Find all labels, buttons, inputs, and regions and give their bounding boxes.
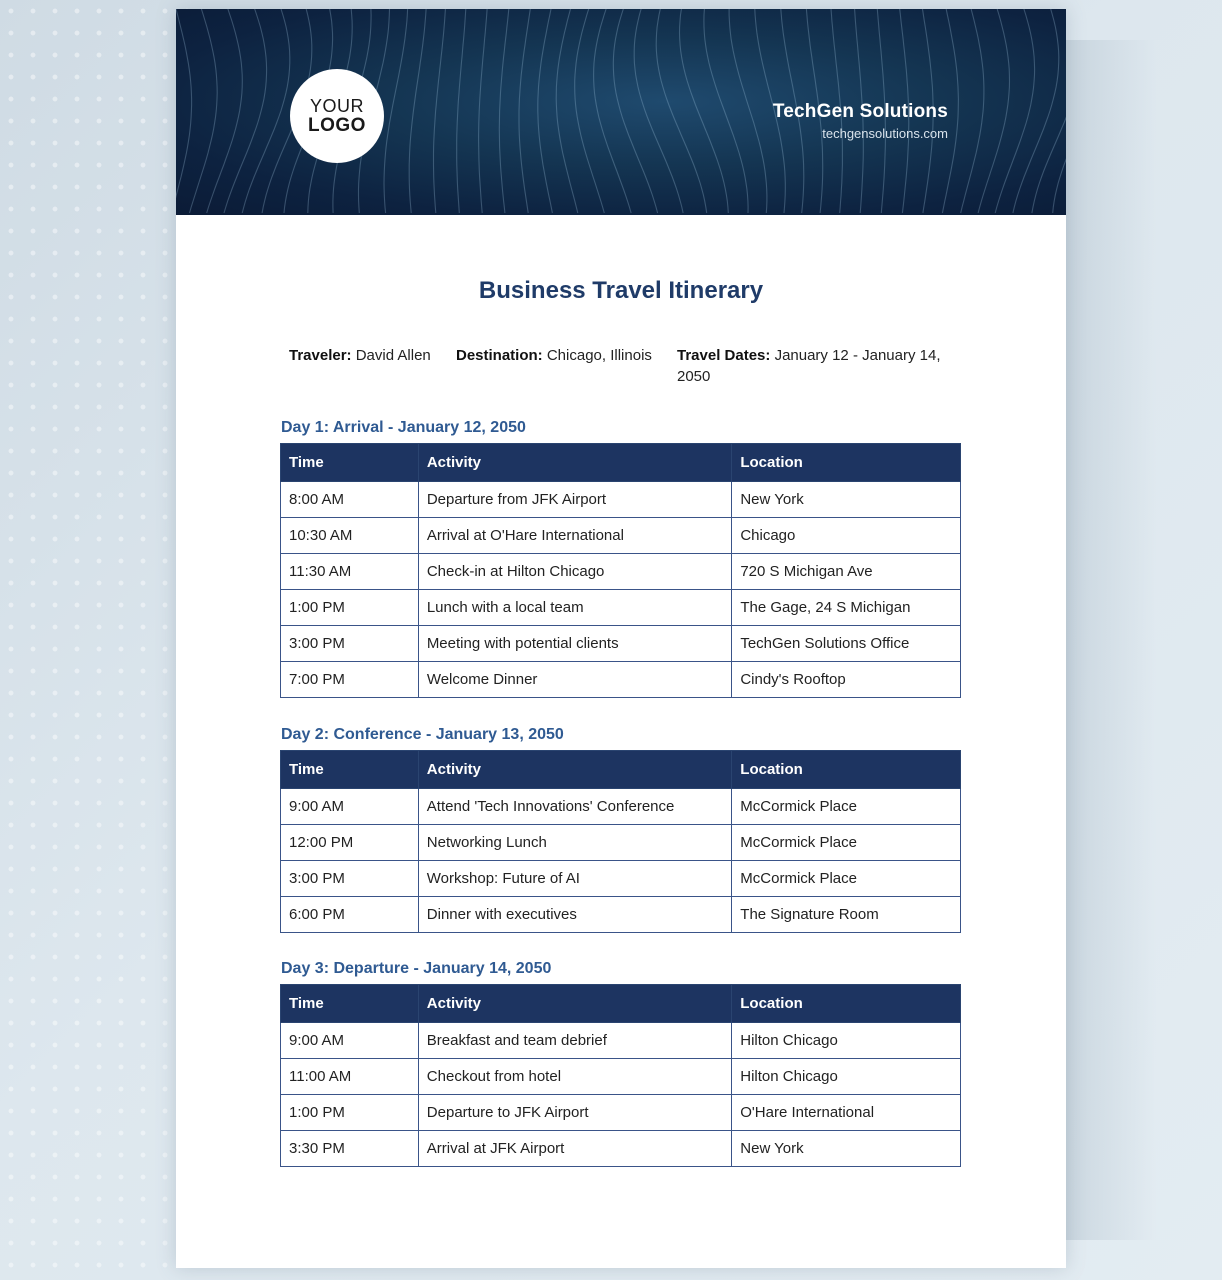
wave-line	[1032, 9, 1066, 213]
traveler-label: Traveler:	[289, 347, 352, 364]
wave-line	[538, 9, 553, 213]
day-1-heading: Day 1: Arrival - January 12, 2050	[281, 419, 526, 436]
cell-time: 11:00 AM	[281, 1059, 419, 1095]
travel-dates-label: Travel Dates:	[677, 347, 771, 364]
wave-line	[656, 9, 707, 213]
wave-line	[434, 9, 446, 213]
background-dot-pattern	[0, 0, 190, 1280]
cell-activity: Arrival at JFK Airport	[418, 1131, 731, 1167]
wave-line	[499, 9, 509, 213]
cell-time: 7:00 PM	[281, 662, 419, 698]
table-row	[281, 554, 961, 590]
wave-line	[729, 9, 767, 213]
destination-info	[456, 345, 656, 366]
table-row	[281, 1023, 961, 1059]
cell-activity: Check-in at Hilton Chicago	[418, 554, 732, 590]
column-header-location: Location	[732, 444, 961, 482]
table-header-row	[281, 985, 961, 1023]
wave-line	[556, 9, 578, 213]
cell-time: 1:00 PM	[281, 1095, 419, 1131]
column-header-time: Time	[281, 751, 419, 789]
cell-time: 9:00 AM	[281, 789, 419, 825]
table-row	[281, 590, 961, 626]
day-3-heading: Day 3: Departure - January 14, 2050	[281, 960, 552, 977]
cell-location: O'Hare International	[732, 1095, 961, 1131]
day-2-table	[280, 750, 961, 933]
wave-line	[479, 9, 488, 213]
table-row	[281, 626, 961, 662]
wave-line	[634, 9, 683, 213]
table-header-row	[281, 444, 961, 482]
wave-line	[409, 9, 426, 213]
cell-time: 3:00 PM	[281, 861, 419, 897]
cell-activity: Networking Lunch	[418, 825, 732, 861]
cell-activity: Arrival at O'Hare International	[418, 518, 732, 554]
table-row	[281, 662, 961, 698]
logo-placeholder	[290, 69, 384, 163]
company-url: techgensolutions.com	[822, 126, 948, 141]
cell-activity: Meeting with potential clients	[418, 626, 732, 662]
table-row	[281, 1131, 961, 1167]
table-row	[281, 482, 961, 518]
logo-text-line1: YOUR	[309, 96, 364, 116]
cell-location: McCormick Place	[732, 789, 961, 825]
wave-line	[457, 9, 466, 213]
column-header-time: Time	[281, 985, 419, 1023]
cell-activity: Departure to JFK Airport	[418, 1095, 731, 1131]
wave-line	[1053, 9, 1066, 213]
wave-line	[995, 9, 1034, 213]
column-header-location: Location	[732, 985, 961, 1023]
wave-line	[242, 9, 290, 213]
cell-activity: Lunch with a local team	[418, 590, 732, 626]
document-title: Business Travel Itinerary	[478, 277, 764, 304]
cell-activity: Dinner with executives	[418, 897, 732, 933]
traveler-value: David Allen	[355, 347, 431, 364]
day-1-table	[280, 443, 961, 698]
wave-line	[519, 9, 530, 213]
wave-line	[594, 9, 632, 213]
cell-location: Hilton Chicago	[732, 1023, 961, 1059]
wave-line	[176, 9, 192, 213]
header-banner	[176, 9, 1066, 215]
cell-time: 12:00 PM	[281, 825, 419, 861]
wave-line	[190, 9, 218, 213]
wave-line	[680, 9, 729, 213]
cell-time: 10:30 AM	[281, 518, 419, 554]
cell-time: 3:00 PM	[281, 626, 419, 662]
cell-time: 8:00 AM	[281, 482, 419, 518]
day-3-table	[280, 984, 961, 1167]
cell-time: 6:00 PM	[281, 897, 419, 933]
wave-line	[1013, 9, 1059, 213]
cell-time: 9:00 AM	[281, 1023, 419, 1059]
wave-line	[207, 9, 243, 213]
travel-dates-value: January 12 - January 14, 2050	[677, 347, 941, 385]
itinerary-page	[176, 9, 1066, 1268]
cell-activity: Breakfast and team debrief	[418, 1023, 731, 1059]
table-row	[281, 825, 961, 861]
background-shadow	[1066, 40, 1156, 1240]
table-row	[281, 1059, 961, 1095]
logo-text-line2: LOGO	[308, 115, 366, 136]
table-row	[281, 897, 961, 933]
traveler-info	[289, 345, 439, 366]
travel-dates-info	[677, 345, 967, 387]
cell-location: The Gage, 24 S Michigan	[732, 590, 961, 626]
cell-location: 720 S Michigan Ave	[732, 554, 961, 590]
table-row	[281, 861, 961, 897]
cell-location: The Signature Room	[732, 897, 961, 933]
cell-location: McCormick Place	[732, 825, 961, 861]
cell-location: TechGen Solutions Office	[732, 626, 961, 662]
column-header-location: Location	[732, 751, 961, 789]
cell-location: McCormick Place	[732, 861, 961, 897]
cell-location: New York	[732, 482, 961, 518]
wave-line	[575, 9, 605, 213]
cell-location: Cindy's Rooftop	[732, 662, 961, 698]
cell-location: Hilton Chicago	[732, 1059, 961, 1095]
company-info	[773, 101, 948, 141]
destination-value: Chicago, Illinois	[546, 347, 652, 364]
table-row	[281, 518, 961, 554]
cell-location: New York	[732, 1131, 961, 1167]
column-header-activity: Activity	[418, 751, 732, 789]
wave-line	[613, 9, 657, 213]
wave-line	[704, 9, 748, 213]
company-name: TechGen Solutions	[772, 101, 948, 122]
wave-line	[224, 9, 267, 213]
wave-line	[961, 9, 984, 213]
day-2-heading: Day 2: Conference - January 13, 2050	[281, 726, 564, 743]
cell-time: 11:30 AM	[281, 554, 419, 590]
cell-time: 3:30 PM	[281, 1131, 419, 1167]
column-header-activity: Activity	[418, 985, 731, 1023]
table-row	[281, 789, 961, 825]
cell-activity: Attend 'Tech Innovations' Conference	[418, 789, 732, 825]
cell-activity: Checkout from hotel	[418, 1059, 731, 1095]
column-header-activity: Activity	[418, 444, 732, 482]
table-row	[281, 1095, 961, 1131]
cell-time: 1:00 PM	[281, 590, 419, 626]
cell-location: Chicago	[732, 518, 961, 554]
cell-activity: Workshop: Future of AI	[418, 861, 732, 897]
column-header-time: Time	[281, 444, 419, 482]
cell-activity: Departure from JFK Airport	[418, 482, 732, 518]
destination-label: Destination:	[456, 347, 543, 364]
table-header-row	[281, 751, 961, 789]
cell-activity: Welcome Dinner	[418, 662, 732, 698]
